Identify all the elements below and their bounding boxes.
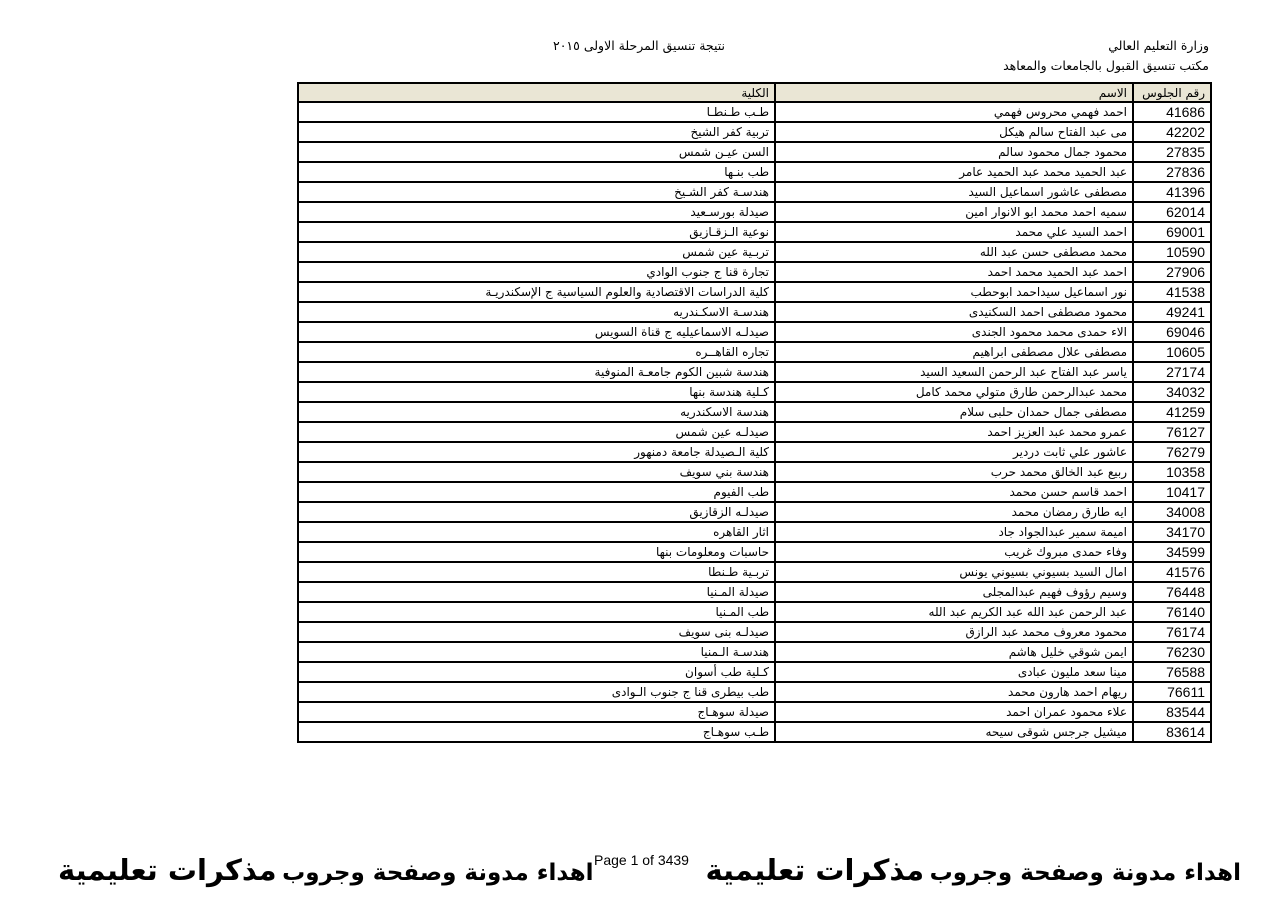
seat-number-cell: 76230 (1133, 642, 1211, 662)
faculty-cell: تجارة قنا ج جنوب الوادي (298, 262, 775, 282)
student-name-cell: احمد قاسم حسن محمد (775, 482, 1133, 502)
student-name-cell: وسيم رؤوف فهيم عبدالمجلى (775, 582, 1133, 602)
table-row (298, 582, 1211, 602)
seat-number-cell: 41396 (1133, 182, 1211, 202)
student-name-cell: ايه طارق رمضان محمد (775, 502, 1133, 522)
student-name-cell: اميمة سمير عبدالجواد جاد (775, 522, 1133, 542)
faculty-cell: صيدلـه الزقازيق (298, 502, 775, 522)
table-row (298, 722, 1211, 742)
seat-number-cell: 10605 (1133, 342, 1211, 362)
student-name-cell: مينا سعد مليون عبادى (775, 662, 1133, 682)
seat-number-cell: 27906 (1133, 262, 1211, 282)
faculty-cell: تربـية طـنطا (298, 562, 775, 582)
results-table (297, 82, 1212, 743)
table-row (298, 422, 1211, 442)
table-row (298, 482, 1211, 502)
faculty-cell: طـب طـنطـا (298, 102, 775, 122)
table-row (298, 462, 1211, 482)
seat-number-cell: 76611 (1133, 682, 1211, 702)
promo-lead-text: اهداء مدونة وصفحة وجروب (282, 860, 594, 886)
table-row (298, 682, 1211, 702)
faculty-cell: صيدلة بورسـعيد (298, 202, 775, 222)
table-row (298, 542, 1211, 562)
faculty-cell: طب بنـها (298, 162, 775, 182)
seat-number-cell: 27835 (1133, 142, 1211, 162)
faculty-cell: هندسـة الاسكـندريه (298, 302, 775, 322)
faculty-cell: هندسـة الـمنيا (298, 642, 775, 662)
student-name-cell: ايمن شوقي خليل هاشم (775, 642, 1133, 662)
faculty-cell: هندسة شبين الكوم جامعـة المنوفية (298, 362, 775, 382)
faculty-cell: تجاره القاهــره (298, 342, 775, 362)
faculty-cell: طـب سوهـاج (298, 722, 775, 742)
faculty-cell: كـلية هندسة بنها (298, 382, 775, 402)
student-name-cell: محمد مصطفى حسن عبد الله (775, 242, 1133, 262)
seat-number-cell: 69046 (1133, 322, 1211, 342)
student-name-cell: ياسر عبد الفتاح عبد الرحمن السعيد السيد (775, 362, 1133, 382)
table-row (298, 502, 1211, 522)
table-row (298, 282, 1211, 302)
faculty-cell: طب المـنيا (298, 602, 775, 622)
column-header-seat: رقم الجلوس (1133, 83, 1211, 102)
page-number-label: Page 1 of 3439 (594, 852, 689, 868)
faculty-cell: السن عيـن شمس (298, 142, 775, 162)
seat-number-cell: 10358 (1133, 462, 1211, 482)
seat-number-cell: 41686 (1133, 102, 1211, 122)
column-header-faculty: الكلية (298, 83, 775, 102)
faculty-cell: طب بيطرى قنا ج جنوب الـوادى (298, 682, 775, 702)
seat-number-cell: 49241 (1133, 302, 1211, 322)
seat-number-cell: 76279 (1133, 442, 1211, 462)
table-row (298, 102, 1211, 122)
table-row (298, 702, 1211, 722)
faculty-cell: صيدلـه بنى سويف (298, 622, 775, 642)
student-name-cell: عمرو محمد عبد العزيز احمد (775, 422, 1133, 442)
student-name-cell: الاء حمدى محمد محمود الجندى (775, 322, 1133, 342)
student-name-cell: ميشيل جرجس شوقى سيحه (775, 722, 1133, 742)
table-row (298, 222, 1211, 242)
seat-number-cell: 27836 (1133, 162, 1211, 182)
seat-number-cell: 76140 (1133, 602, 1211, 622)
table-row (298, 182, 1211, 202)
table-row (298, 302, 1211, 322)
table-row (298, 362, 1211, 382)
table-row (298, 142, 1211, 162)
faculty-cell: صيدلة سوهـاج (298, 702, 775, 722)
seat-number-cell: 34170 (1133, 522, 1211, 542)
student-name-cell: مصطفى عاشور اسماعيل السيد (775, 182, 1133, 202)
seat-number-cell: 34008 (1133, 502, 1211, 522)
table-row (298, 622, 1211, 642)
seat-number-cell: 76127 (1133, 422, 1211, 442)
table-row (298, 202, 1211, 222)
seat-number-cell: 41259 (1133, 402, 1211, 422)
document-header-right (1003, 36, 1209, 76)
seat-number-cell: 69001 (1133, 222, 1211, 242)
promo-banner-left (58, 852, 594, 893)
faculty-cell: اثار القاهره (298, 522, 775, 542)
table-row (298, 442, 1211, 462)
faculty-cell: هندسـة كفر الشـيخ (298, 182, 775, 202)
table-header-row (298, 83, 1211, 102)
student-name-cell: مى عبد الفتاح سالم هيكل (775, 122, 1133, 142)
seat-number-cell: 76174 (1133, 622, 1211, 642)
table-body (298, 102, 1211, 742)
table-row (298, 642, 1211, 662)
student-name-cell: عبد الرحمن عبد الله عبد الكريم عبد الله (775, 602, 1133, 622)
table-row (298, 162, 1211, 182)
seat-number-cell: 34599 (1133, 542, 1211, 562)
column-header-name: الاسم (775, 83, 1133, 102)
student-name-cell: احمد عبد الحميد محمد احمد (775, 262, 1133, 282)
student-name-cell: محمود جمال محمود سالم (775, 142, 1133, 162)
faculty-cell: كـلية طب أسوان (298, 662, 775, 682)
seat-number-cell: 27174 (1133, 362, 1211, 382)
faculty-cell: هندسة بني سويف (298, 462, 775, 482)
seat-number-cell: 76588 (1133, 662, 1211, 682)
table-row (298, 262, 1211, 282)
faculty-cell: كلية الـصيدلة جامعة دمنهور (298, 442, 775, 462)
table-row (298, 602, 1211, 622)
student-name-cell: محمد عبدالرحمن طارق متولي محمد كامل (775, 382, 1133, 402)
seat-number-cell: 34032 (1133, 382, 1211, 402)
seat-number-cell: 41538 (1133, 282, 1211, 302)
faculty-cell: تربية كفر الشيخ (298, 122, 775, 142)
seat-number-cell: 83544 (1133, 702, 1211, 722)
student-name-cell: احمد السيد علي محمد (775, 222, 1133, 242)
faculty-cell: طب الفيوم (298, 482, 775, 502)
promo-banner-right (705, 852, 1241, 893)
table-row (298, 562, 1211, 582)
ministry-name: وزارة التعليم العالي (1108, 38, 1209, 53)
student-name-cell: محمود معروف محمد عبد الرازق (775, 622, 1133, 642)
student-name-cell: عبد الحميد محمد عبد الحميد عامر (775, 162, 1133, 182)
seat-number-cell: 10417 (1133, 482, 1211, 502)
table-row (298, 382, 1211, 402)
seat-number-cell: 42202 (1133, 122, 1211, 142)
table-row (298, 242, 1211, 262)
seat-number-cell: 41576 (1133, 562, 1211, 582)
table-row (298, 342, 1211, 362)
student-name-cell: مصطفى علال مصطفى ابراهيم (775, 342, 1133, 362)
student-name-cell: نور اسماعيل سيداحمد ابوحطب (775, 282, 1133, 302)
student-name-cell: وفاء حمدى مبروك غريب (775, 542, 1133, 562)
student-name-cell: عاشور علي ثابت دردير (775, 442, 1133, 462)
office-name: مكتب تنسيق القبول بالجامعات والمعاهد (1003, 58, 1209, 73)
result-title: نتيجة تنسيق المرحلة الاولى ٢٠١٥ (553, 38, 725, 53)
seat-number-cell: 83614 (1133, 722, 1211, 742)
seat-number-cell: 10590 (1133, 242, 1211, 262)
faculty-cell: صيدلـه الاسماعيليه ج قناة السويس (298, 322, 775, 342)
faculty-cell: هندسة الاسكندريه (298, 402, 775, 422)
faculty-cell: صيدلـه عين شمس (298, 422, 775, 442)
seat-number-cell: 62014 (1133, 202, 1211, 222)
promo-lead-text: اهداء مدونة وصفحة وجروب (929, 860, 1241, 886)
student-name-cell: محمود مصطفى احمد السكنيدى (775, 302, 1133, 322)
faculty-cell: صيدلة المـنيا (298, 582, 775, 602)
student-name-cell: ربيع عبد الخالق محمد حرب (775, 462, 1133, 482)
table-row (298, 322, 1211, 342)
student-name-cell: علاء محمود عمران احمد (775, 702, 1133, 722)
student-name-cell: مصطفى جمال حمدان حلبى سلام (775, 402, 1133, 422)
faculty-cell: تربـية عين شمس (298, 242, 775, 262)
faculty-cell: حاسبات ومعلومات بنها (298, 542, 775, 562)
promo-brand-text: مذكرات تعليمية (705, 853, 925, 887)
table-row (298, 522, 1211, 542)
table-row (298, 662, 1211, 682)
table-row (298, 122, 1211, 142)
student-name-cell: احمد فهمي محروس فهمي (775, 102, 1133, 122)
student-name-cell: امال السيد بسيوني بسيوني يونس (775, 562, 1133, 582)
student-name-cell: سميه احمد محمد ابو الانوار امين (775, 202, 1133, 222)
faculty-cell: نوعية الـزقـازيق (298, 222, 775, 242)
faculty-cell: كلية الدراسات الاقتصادية والعلوم السياسية ج الإسكندريـة (298, 282, 775, 302)
promo-brand-text: مذكرات تعليمية (58, 853, 277, 887)
student-name-cell: ريهام احمد هارون محمد (775, 682, 1133, 702)
table-row (298, 402, 1211, 422)
seat-number-cell: 76448 (1133, 582, 1211, 602)
